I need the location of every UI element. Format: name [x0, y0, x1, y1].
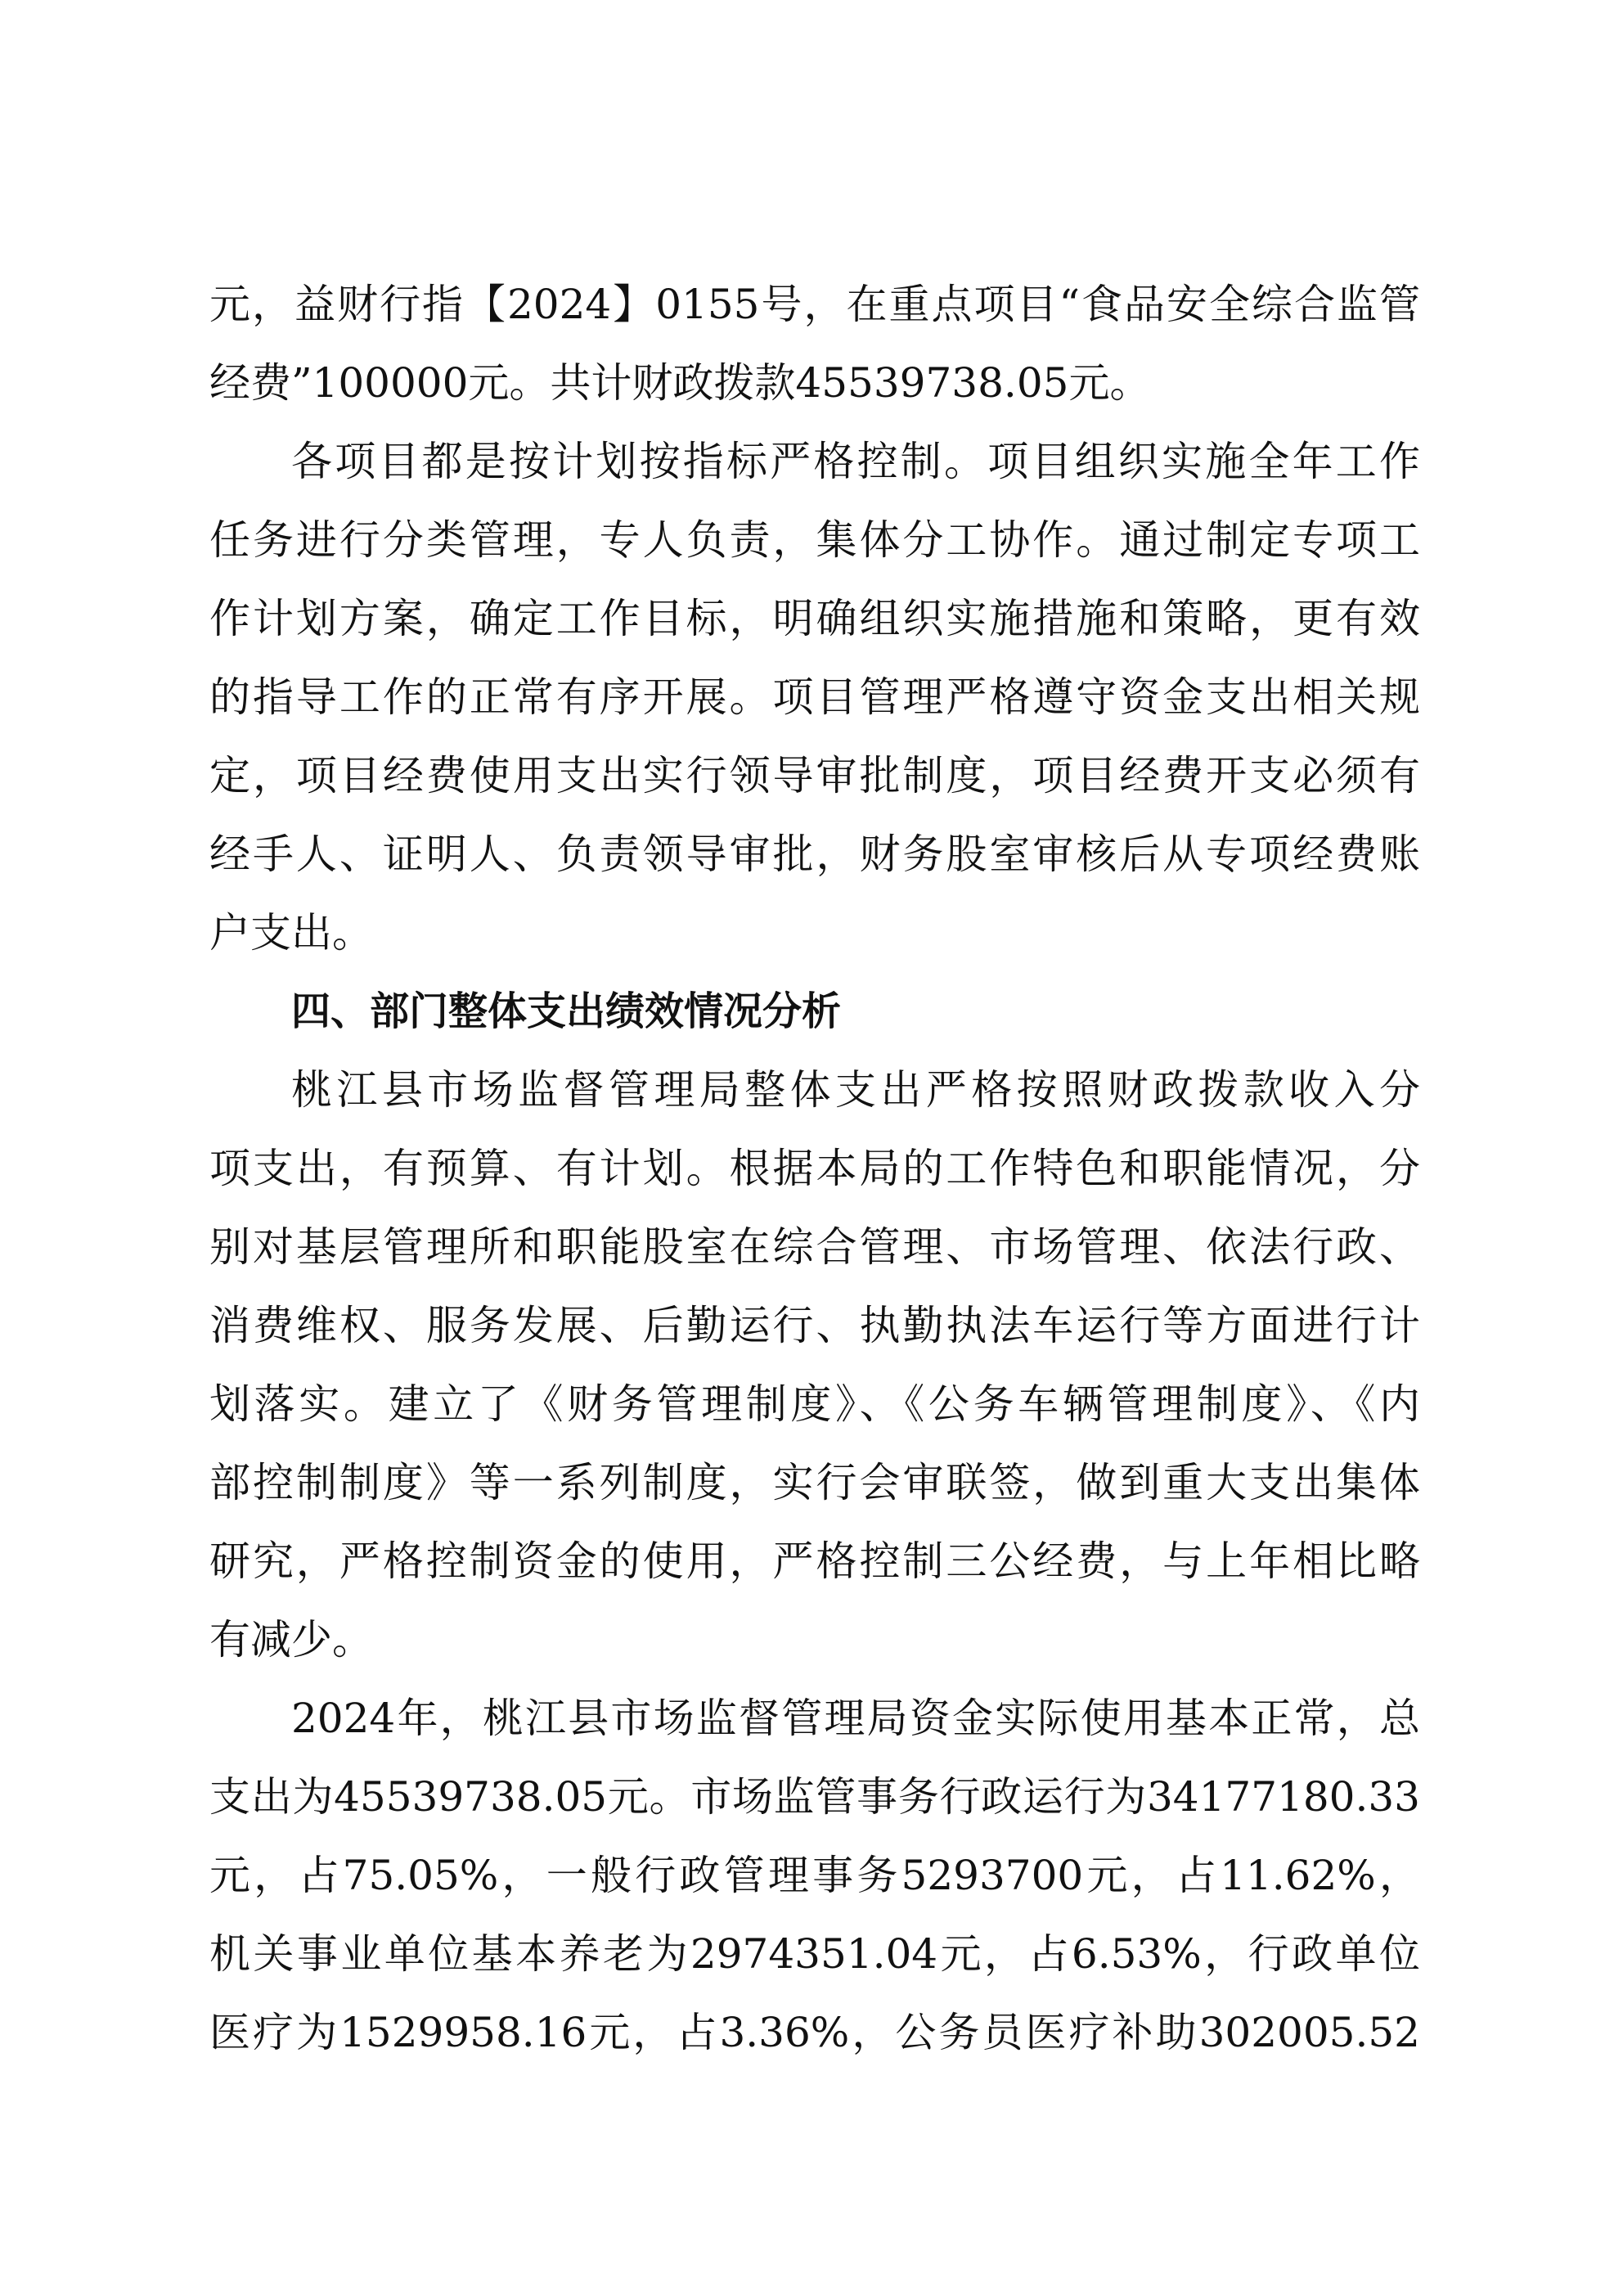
text-line: 部控制制度》等一系列制度，实行会审联签，做到重大支出集体 — [209, 1459, 1420, 1506]
text-line: 医疗为1529958.16元，占3.36%，公务员医疗补助302005.52 — [209, 2009, 1420, 2056]
paragraph-start-line: 各项目都是按计划按指标严格控制。项目组织实施全年工作 — [291, 438, 1420, 485]
text-line: 项支出，有预算、有计划。根据本局的工作特色和职能情况，分 — [209, 1145, 1420, 1192]
text-line: 作计划方案，确定工作目标，明确组织实施措施和策略，更有效 — [209, 595, 1420, 642]
text-line: 消费维权、服务发展、后勤运行、执勤执法车运行等方面进行计 — [209, 1302, 1420, 1349]
text-line: 元，益财行指【2024】0155号，在重点项目“食品安全综合监管 — [209, 281, 1420, 328]
text-line: 机关事业单位基本养老为2974351.04元，占6.53%，行政单位 — [209, 1930, 1420, 1978]
text-line: 元，占75.05%，一般行政管理事务5293700元，占11.62%， — [209, 1852, 1420, 1899]
text-line: 经手人、证明人、负责领导审批，财务股室审核后从专项经费账 — [209, 831, 1420, 878]
text-line: 有减少。 — [209, 1616, 373, 1663]
paragraph-start-line: 桃江县市场监督管理局整体支出严格按照财政拨款收入分 — [291, 1066, 1420, 1114]
section-heading: 四、部门整体支出绩效情况分析 — [291, 988, 842, 1034]
text-line: 的指导工作的正常有序开展。项目管理严格遵守资金支出相关规 — [209, 673, 1420, 721]
text-line: 支出为45539738.05元。市场监管事务行政运行为34177180.33 — [209, 1773, 1420, 1821]
paragraph-start-line: 2024年，桃江县市场监督管理局资金实际使用基本正常，总 — [291, 1695, 1420, 1742]
text-line: 定，项目经费使用支出实行领导审批制度，项目经费开支必须有 — [209, 752, 1420, 799]
text-line: 任务进行分类管理，专人负责，集体分工协作。通过制定专项工 — [209, 516, 1420, 564]
text-line: 经费”100000元。共计财政拨款45539738.05元。 — [209, 359, 1151, 407]
text-line: 别对基层管理所和职能股室在综合管理、市场管理、依法行政、 — [209, 1223, 1420, 1271]
text-line: 研究，严格控制资金的使用，严格控制三公经费，与上年相比略 — [209, 1537, 1420, 1585]
text-line: 户支出。 — [209, 909, 373, 957]
text-line: 划落实。建立了《财务管理制度》、《公务车辆管理制度》、《内 — [209, 1380, 1420, 1428]
